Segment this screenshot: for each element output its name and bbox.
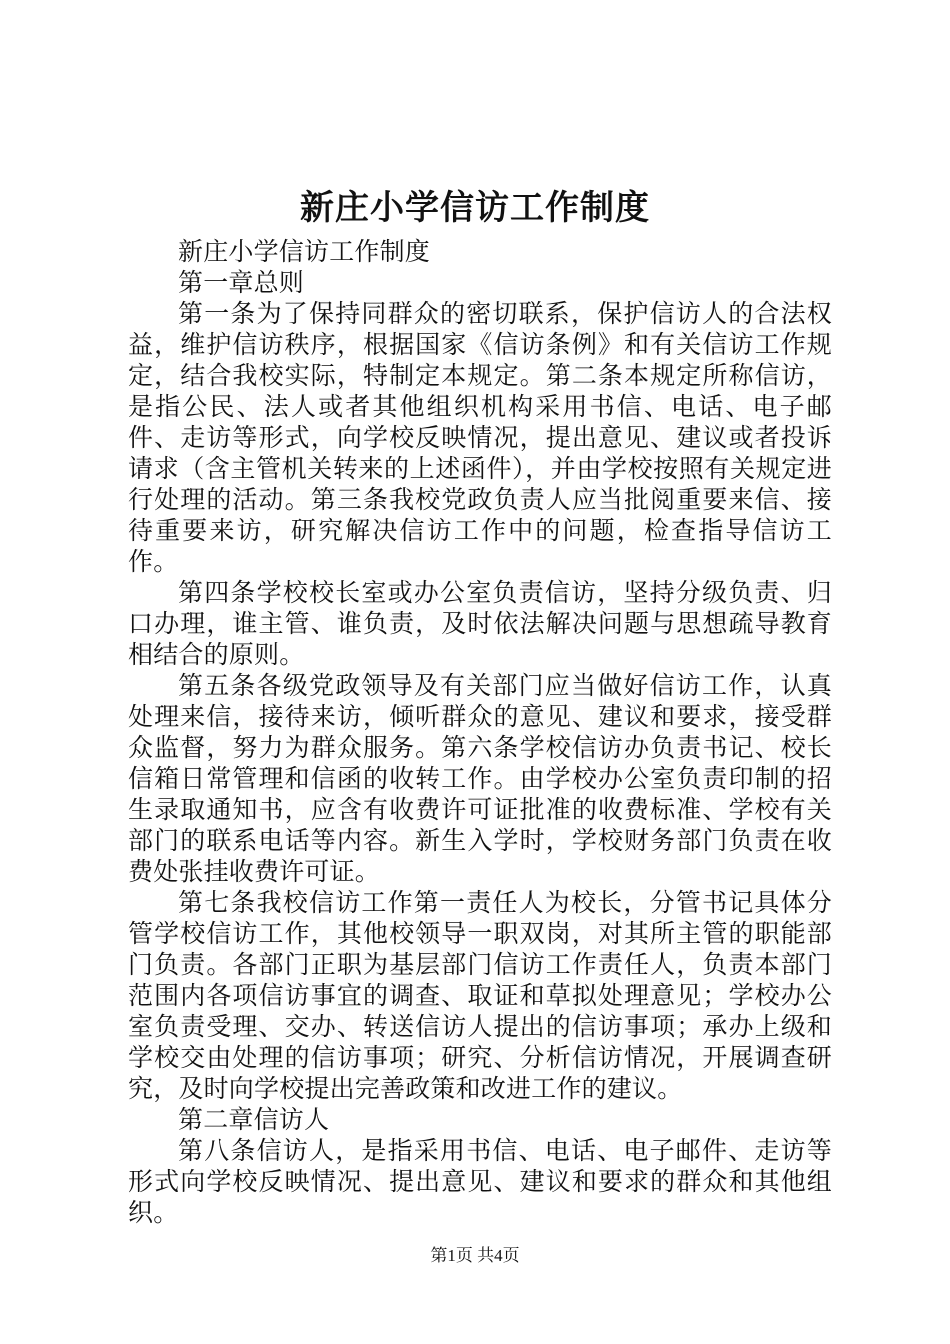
body-paragraph: 第四条学校校长室或办公室负责信访，坚持分级负责、归口办理，谁主管、谁负责，及时依法解决问题与思想疏导教育相结合的原则。 (128, 578, 832, 669)
page-footer: 第1页 共4页 (430, 1246, 520, 1265)
chapter-heading: 第二章信访人 (178, 1105, 330, 1134)
body-paragraph: 第一条为了保持同群众的密切联系，保护信访人的合法权益，维护信访秩序，根据国家《信访条例》和有关信访工作规定，结合我校实际，特制定本规定。第二条本规定所称信访，是指公民、法人或者其他组织机构采用书信、电话、电子邮件、走访等形式，向学校反映情况，提出意见、建议或者投诉请求（含主管机关转来的上述函件），并由学校按照有关规定进行处理的活动。第三条我校党政负责人应当批阅重要来信、接待重要来访，研究解决信访工作中的问题，检查指导信访工作。 (128, 299, 832, 576)
body-paragraph: 新庄小学信访工作制度 (178, 237, 431, 266)
document-body (128, 236, 832, 1228)
document-title: 新庄小学信访工作制度 (300, 188, 650, 228)
body-paragraph: 第八条信访人，是指采用书信、电话、电子邮件、走访等形式向学校反映情况、提出意见、建议和要求的群众和其他组织。 (128, 1136, 832, 1227)
body-paragraph: 第五条各级党政领导及有关部门应当做好信访工作，认真处理来信，接待来访，倾听群众的意见、建议和要求，接受群众监督，努力为群众服务。第六条学校信访办负责书记、校长信箱日常管理和信函的收转工作。由学校办公室负责印制的招生录取通知书，应含有收费许可证批准的收费标准、学校有关部门的联系电话等内容。新生入学时，学校财务部门负责在收费处张挂收费许可证。 (128, 671, 832, 886)
chapter-heading: 第一章总则 (178, 268, 305, 297)
body-paragraph: 第七条我校信访工作第一责任人为校长，分管书记具体分管学校信访工作，其他校领导一职双岗，对其所主管的职能部门负责。各部门正职为基层部门信访工作责任人，负责本部门范围内各项信访事宜的调查、取证和草拟处理意见；学校办公室负责受理、交办、转送信访人提出的信访事项；承办上级和学校交由处理的信访事项；研究、分析信访情况，开展调查研究，及时向学校提出完善政策和改进工作的建议。 (128, 888, 832, 1103)
